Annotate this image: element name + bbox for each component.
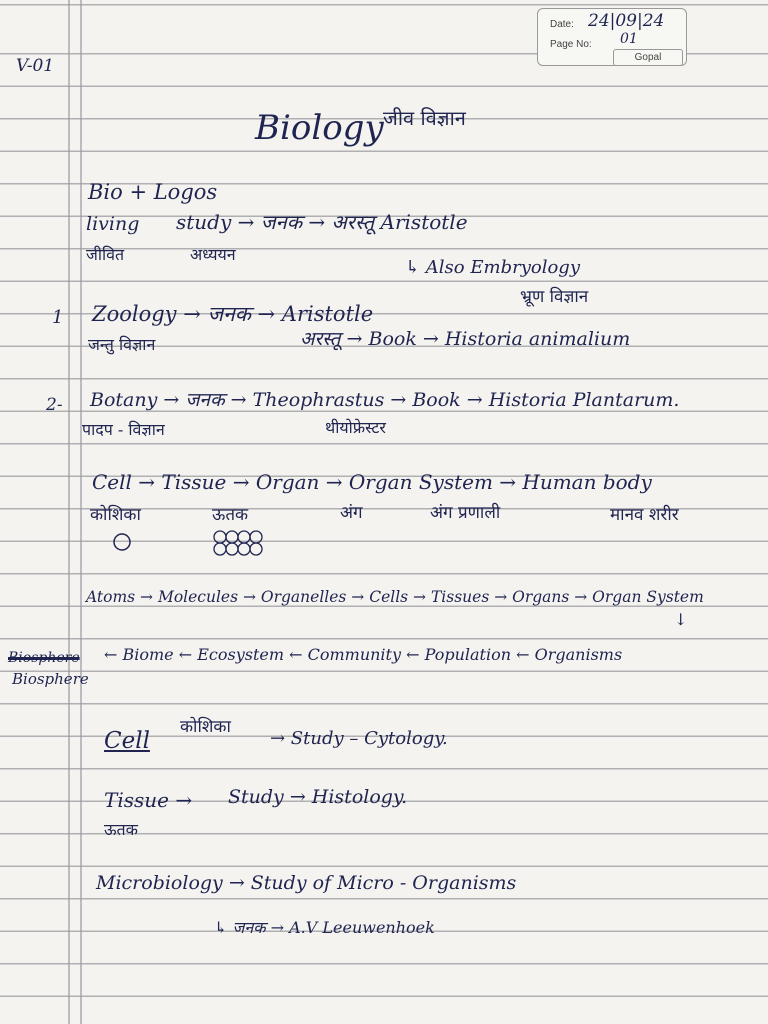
page-title-hindi: जीव विज्ञान (383, 106, 466, 130)
line-historia-animalium: अरस्तू → Book → Historia animalium (300, 328, 631, 350)
line-cell: Cell (104, 728, 150, 754)
date-page-stamp (537, 8, 687, 66)
date-value: 24|09|24 (588, 11, 665, 31)
line-biosphere: Biosphere (12, 670, 89, 688)
line-cell-hierarchy: Cell → Tissue → Organ → Organ System → Human body (92, 470, 652, 494)
line-bhrun-vigyan: भ्रूण विज्ञान (520, 287, 589, 307)
line-bio-logos: Bio + Logos (88, 180, 218, 204)
line-ang-pranali: अंग प्रणाली (430, 503, 501, 523)
line-ang: अंग (340, 503, 363, 523)
line-adhyayan: अध्ययन (190, 245, 236, 264)
line-atoms-hierarchy: Atoms → Molecules → Organelles → Cells → Tissues → Organs → Organ System (86, 588, 704, 606)
line-living: living (86, 213, 140, 235)
corner-note: V-01 (16, 56, 55, 76)
tissue-circle-8 (250, 543, 262, 555)
arrow-down: ↓ (674, 610, 688, 629)
tissue-circle-6 (226, 543, 238, 555)
tissue-circle-4 (250, 531, 262, 543)
tissue-circle-2 (226, 531, 238, 543)
zoology-number: 1 (52, 307, 64, 328)
tissue-circle-1 (214, 531, 226, 543)
botany-number: 2- (46, 395, 63, 415)
line-microbiology: Microbiology → Study of Micro - Organisms (96, 872, 517, 894)
line-tissue: Tissue → (104, 788, 193, 812)
tissue-circle-5 (214, 543, 226, 555)
line-jivit: जीवित (86, 245, 125, 264)
page-no-value: 01 (620, 31, 638, 47)
line-utak: ऊतक (212, 505, 249, 525)
owner-name: Gopal (613, 49, 683, 66)
line-botany: Botany → जनक → Theophrastus → Book → Historia Plantarum. (90, 389, 680, 411)
line-biosphere-struck: Biosphere (8, 650, 80, 666)
cell-tissue-sketch (110, 528, 270, 558)
line-embryology: ↳ Also Embryology (405, 257, 580, 278)
line-biome-chain: ← Biome ← Ecosystem ← Community ← Population ← Organisms (104, 645, 623, 664)
date-label: Date: (550, 19, 574, 30)
line-cytology: → Study – Cytology. (270, 728, 448, 749)
line-leeuwenhoek: ↳ जनक → A.V Leeuwenhoek (214, 918, 435, 937)
line-jantu-vigyan: जन्तु विज्ञान (88, 335, 156, 354)
line-zoology: Zoology → जनक → Aristotle (92, 302, 374, 326)
line-padap-vigyan: पादप - विज्ञान (82, 420, 165, 439)
page-no-label: Page No: (550, 39, 592, 50)
line-manav-sharir: मानव शरीर (610, 505, 679, 525)
margin-line-left (68, 0, 70, 1024)
margin-line-left-2 (80, 0, 82, 1024)
tissue-circle-3 (238, 531, 250, 543)
cell-circle (114, 534, 130, 550)
line-histology: Study → Histology. (228, 786, 408, 808)
line-study-aristotle: study → जनक → अरस्तू Aristotle (176, 210, 468, 234)
line-koshika: कोशिका (90, 505, 141, 525)
line-cell-hindi: कोशिका (180, 717, 231, 737)
line-theophrastus-hindi: थीयोफ्रेस्टर (325, 418, 386, 437)
tissue-circle-7 (238, 543, 250, 555)
line-utak-2: ऊतक (104, 820, 138, 839)
page-title: Biology (255, 108, 384, 148)
